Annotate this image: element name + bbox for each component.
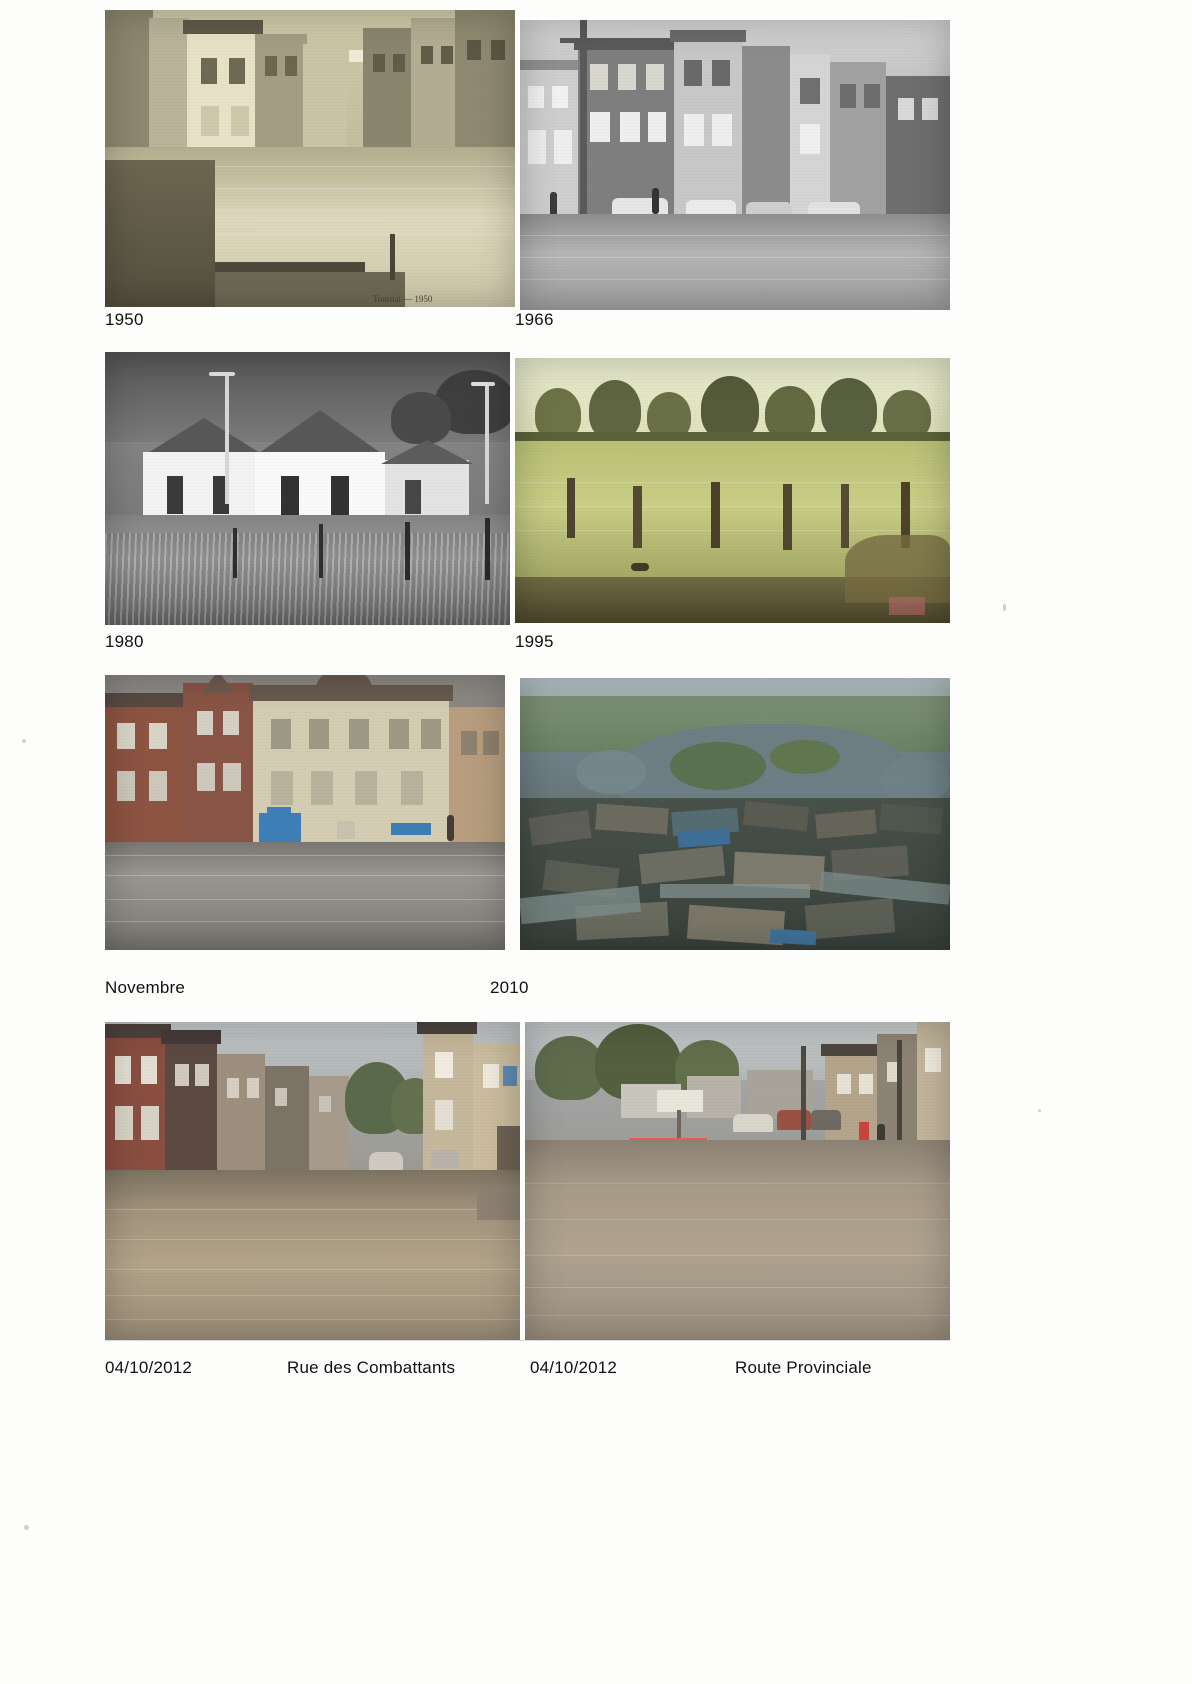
- caption-combattants-place: Rue des Combattants: [287, 1358, 456, 1377]
- scan-speck: [24, 1525, 29, 1530]
- photo-row-separator: [105, 1340, 950, 1341]
- caption-1995: 1995: [515, 632, 554, 651]
- caption-1980: 1980: [105, 632, 144, 651]
- photo-row-4: [105, 1022, 950, 1342]
- photo-1995: [515, 358, 950, 623]
- photo-1980: [105, 352, 510, 625]
- caption-row-4: [105, 1358, 950, 1384]
- photo-2010: [520, 678, 950, 950]
- caption-novembre: Novembre: [105, 978, 186, 997]
- caption-1950: 1950: [105, 310, 144, 329]
- scan-speck: [1038, 1109, 1041, 1112]
- caption-combattants-date: 04/10/2012: [105, 1358, 193, 1377]
- caption-2010: 2010: [490, 978, 529, 997]
- photo-1950: Tournai — 1950: [105, 10, 515, 307]
- photo-row-2: [105, 352, 950, 627]
- scan-speck: [1003, 604, 1006, 611]
- caption-1966: 1966: [515, 310, 554, 329]
- caption-provinciale-place: Route Provinciale: [735, 1358, 872, 1377]
- photo-route-provinciale: [525, 1022, 950, 1340]
- caption-row-1: [105, 310, 950, 336]
- photo-novembre: [105, 675, 505, 950]
- scan-speck: [22, 739, 26, 743]
- photo-row-3: [105, 675, 950, 955]
- photo-row-1: [105, 10, 950, 310]
- caption-provinciale-date: 04/10/2012: [530, 1358, 618, 1377]
- caption-row-3: [105, 978, 950, 1004]
- photo-rue-des-combattants: [105, 1022, 520, 1340]
- caption-row-2: [105, 632, 950, 658]
- photo-1966: [520, 20, 950, 310]
